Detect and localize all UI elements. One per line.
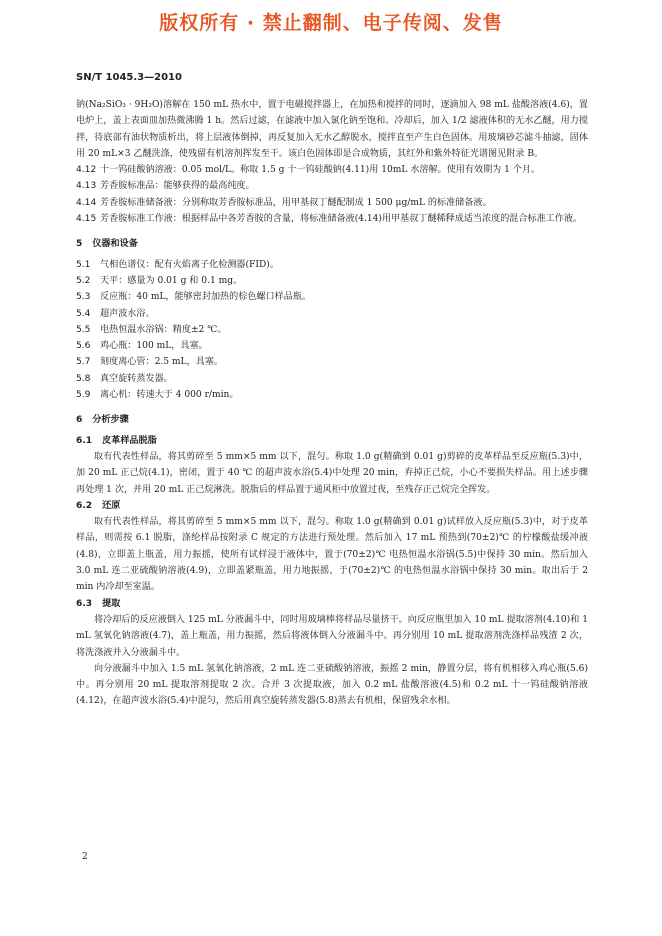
section-title: 仪器和设备: [92, 239, 138, 250]
paragraph: 取有代表性样品，将其剪碎至 5 mm×5 mm 以下，混匀。称取 1.0 g(精确到 0.01 g)试样放入反应瓶(5.3)中，对于皮革样品，则需按 6.1 脱脂，涤纶样品按附录 C 规定的方法进行预处理。然后加入 17 mL 预热到(70±2)℃ 的柠檬酸盐缓冲液(4.8)，立即盖上瓶盖，用力振摇，使所有试样浸于液体中，置于(70±2)℃ 电热恒温水浴锅(5.5)中保持 30 min。然后加入 3.0 mL 连二亚硫酸钠溶液(4.9)，立即盖紧瓶盖，用力地振摇，于(70±2)℃ 的电热恒温水浴锅中保持 30 min。取出后于 2 min 内冷却至室温。: [76, 517, 588, 593]
paragraph: 向分液漏斗中加入 1.5 mL 氢氧化钠溶液，2 mL 连二亚硫酸钠溶液，振摇 2 min，静置分层，将有机相移入鸡心瓶(5.6)中。再分别用 20 mL 提取溶剂提取 2 次。合并 3 次提取液，加入 0.2 mL 盐酸溶液(4.5)和 0.2 mL 十一钨硅酸钠溶液(4.12)，在超声波水浴(5.4)中混匀，然后用真空旋转蒸发器(5.8)蒸去有机相，保留残余水相。: [76, 663, 588, 707]
document-body: [76, 97, 588, 710]
list-item: [76, 178, 588, 194]
item-number: 4.14: [76, 197, 97, 208]
item-number: 5.5: [76, 324, 91, 335]
paragraph: 将冷却后的反应液倒入 125 mL 分液漏斗中，同时用玻璃棒将样品尽量挤干。向反应瓶里加入 10 mL 提取溶剂(4.10)和 1 mL 氢氧化钠溶液(4.7)，盖上瓶盖，用力振摇，然后将液体倒入分液漏斗中。再分别用 10 mL 提取溶剂洗涤样品残渣 2 次，将洗涤液并入分液漏斗中。: [76, 614, 588, 658]
subsection-number: 6.2: [76, 500, 93, 511]
item-number: 5.7: [76, 357, 91, 368]
item-text: 天平：感量为 0.01 g 和 0.1 mg。: [100, 275, 243, 286]
item-text: 超声波水浴。: [100, 308, 155, 319]
subsection-heading: [76, 433, 588, 449]
list-item: [76, 211, 588, 227]
subsection-number: 6.1: [76, 435, 93, 446]
item-number: 5.6: [76, 341, 91, 352]
item-number: 4.13: [76, 181, 97, 192]
item-text: 十一钨硅酸钠溶液：0.05 mol/L。称取 1.5 g 十一钨硅酸钠(4.11)用 10mL 水溶解。使用有效期为 1 个月。: [100, 165, 541, 176]
item-text: 鸡心瓶：100 mL，具塞。: [100, 341, 208, 352]
section-number: 5: [76, 239, 83, 250]
intro-paragraph: 钠(Na₂SiO₃ · 9H₂O)溶解在 150 mL 热水中，置于电磁搅拌器上，在加热和搅拌的同时，逐滴加入 98 mL 盐酸溶液(4.6)，置电炉上，盖上表面皿加热微沸腾 1 h。然后过滤，在滤液中加入氯化钠至饱和。冷却后，加入 1/2 滤液体积的无水乙醚，用力搅拌，待底部有油状物质析出，将上层液体倒掉，再反复加入无水乙醇脱水，搅拌直至产生白色固体。用玻璃砂芯滤斗抽滤，固体用 20 mL×3 乙醚洗涤，使残留有机溶剂挥发至干。该白色固体即是合成物质，其红外和紫外特征光谱图见附录 B。: [76, 100, 588, 159]
page-number: 2: [82, 852, 88, 862]
item-text: 反应瓶：40 mL，能够密封加热的棕色螺口样品瓶。: [100, 292, 311, 303]
item-number: 5.8: [76, 373, 91, 384]
subsection-number: 6.3: [76, 598, 93, 609]
list-item: [76, 371, 588, 387]
item-number: 4.12: [76, 165, 97, 176]
item-number: 4.15: [76, 214, 97, 225]
subsection-title: 提取: [102, 598, 121, 609]
item-number: 5.3: [76, 292, 91, 303]
item-number: 5.1: [76, 259, 91, 270]
list-item: [76, 273, 588, 289]
subsection-heading: [76, 498, 588, 514]
subsection-heading: [76, 596, 588, 612]
item-text: 真空旋转蒸发器。: [100, 373, 173, 384]
copyright-watermark: 版权所有 · 禁止翻制、电子传阅、发售: [159, 12, 503, 34]
list-item: [76, 257, 588, 273]
list-item: [76, 354, 588, 370]
section-title: 分析步骤: [92, 415, 129, 426]
subsection-title: 皮革样品脱脂: [102, 435, 157, 446]
section-heading: [76, 412, 588, 428]
list-item: [76, 289, 588, 305]
item-number: 5.4: [76, 308, 91, 319]
paragraph: 取有代表性样品，将其剪碎至 5 mm×5 mm 以下，混匀。称取 1.0 g(精确到 0.01 g)剪碎的皮革样品至反应瓶(5.3)中，加 20 mL 正己烷(4.1)，密闭，置于 40 ℃ 的超声波水浴(5.4)中处理 20 min，弃掉正己烷，小心不要损失样品。用上述步骤再处理 1 次，并用 20 mL 正己烷淋洗。脱脂后的样品置于通风柜中放置过夜，至残存正己烷完全挥发。: [76, 451, 588, 495]
list-item: [76, 306, 588, 322]
list-item: [76, 322, 588, 338]
item-text: 芳香胺标准品：能够获得的最高纯度。: [100, 181, 255, 192]
item-number: 5.9: [76, 390, 91, 401]
list-item: [76, 162, 588, 178]
item-text: 芳香胺标准工作液：根据样品中各芳香胺的含量，将标准储备液(4.14)用甲基叔丁醚稀释成适当浓度的混合标准工作液。: [100, 214, 583, 225]
item-text: 芳香胺标准储备液：分别称取芳香胺标准品，用甲基叔丁醚配制成 1 500 μg/mL 的标准储备液。: [100, 197, 492, 208]
standard-number: SN/T 1045.3—2010: [76, 72, 182, 83]
item-text: 电热恒温水浴锅：精度±2 ℃。: [100, 324, 227, 335]
list-item: [76, 338, 588, 354]
item-text: 气相色谱仪：配有火焰离子化检测器(FID)。: [100, 259, 279, 270]
list-item: [76, 195, 588, 211]
item-text: 离心机：转速大于 4 000 r/min。: [100, 390, 239, 401]
section-number: 6: [76, 415, 83, 426]
list-item: [76, 387, 588, 403]
section-heading: [76, 236, 588, 252]
subsection-title: 还原: [102, 500, 121, 511]
item-text: 刻度离心管：2.5 mL，具塞。: [100, 357, 223, 368]
item-number: 5.2: [76, 275, 91, 286]
